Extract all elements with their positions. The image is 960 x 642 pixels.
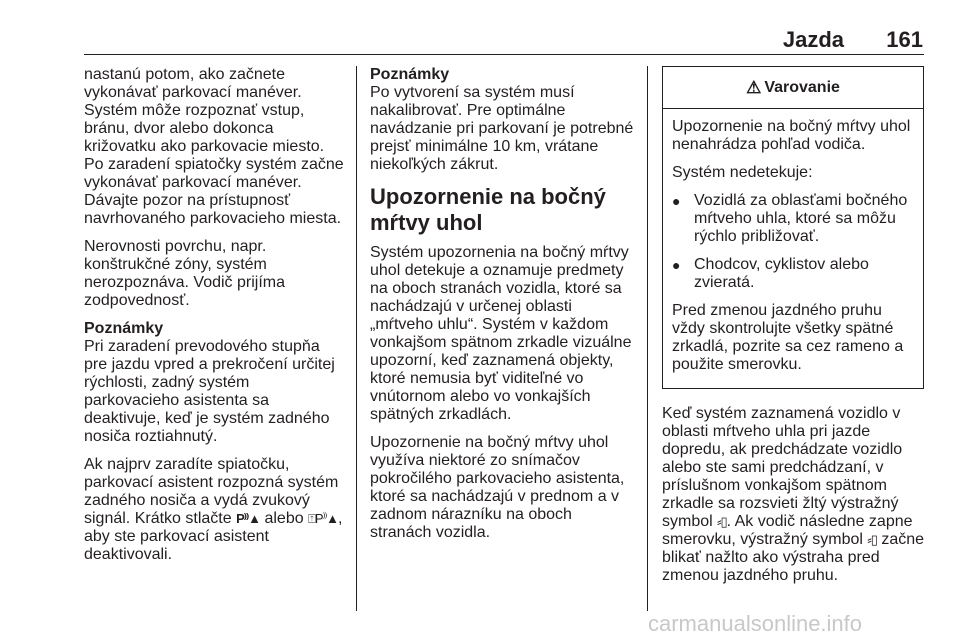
bullet-text: Vozidlá za oblasťami bočného mŕtveho uhla, ktoré sa môžu rýchlo približovať. [694, 192, 908, 245]
col3-p1-text-after: začne blikať nažlto ako výstraha pred zmenou jazdného pruhu. [662, 531, 925, 584]
column-1 [84, 66, 346, 574]
col1-paragraph-2: Nerovnosti povrchu, napr. konštrukčné zóny, systém nerozpoznáva. Vodič prijíma zodpovednosť. [84, 238, 285, 309]
col1-p3-text-before: Ak najprv zaradíte spiatočku, parkovací asistent rozpozná systém zadného nosiča a vydá zvukový signál. Krátko stlačte [84, 456, 339, 527]
warning-paragraph-2: Systém nedetekuje: [672, 164, 813, 181]
column-divider-1 [356, 66, 357, 611]
header-rule [84, 54, 924, 55]
warning-paragraph-3: Pred zmenou jazdného pruhu vždy skontrolujte všetky spätné zrkadlá, pozrite sa cez rameno a použite smerovku. [672, 302, 904, 373]
note-text: Po vytvorení sa systém musí nakalibrovať. Pre optimálne navádzanie pri parkovaní je potrebné prejsť minimálne 10 km, vrátane niekoľkých zákrut. [370, 84, 634, 173]
col3-p1-text-before: Keď systém zaznamená vozidlo v oblasti mŕtveho uhla pri jazde dopredu, ak predchádzate vozidlo alebo ste sami predchádzaní, v príslušnom vonkajšom spätnom zrkadle sa rozsvieti žltý výstražný symbol [662, 405, 903, 530]
list-item [672, 256, 914, 292]
warning-title: Varovanie [764, 78, 840, 96]
section-heading: Upozornenie na bočný mŕtvy uhol [370, 184, 606, 235]
note-text: Pri zaradení prevodového stupňa pre jazdu vpred a prekročení určitej rýchlosti, zadný systém parkovacieho asistenta sa deaktivuje, keď je systém zadného nosiča roztiahnutý. [84, 338, 335, 445]
warning-header [663, 67, 923, 109]
col2-note [370, 66, 636, 174]
bullet-icon: ● [672, 193, 681, 209]
park-assist-button-icon: P⁾⁾▲ [236, 511, 261, 526]
note-title: Poznámky [370, 66, 450, 83]
col3-p1-text-middle: . Ak vodič následne zapne smerovku, výstražný symbol [662, 513, 913, 548]
col1-note [84, 320, 346, 446]
col3-paragraph-1 [662, 405, 924, 585]
page-number: 161 [886, 27, 923, 52]
watermark: carmanualsonline.info [648, 611, 863, 636]
rear-carrier-park-assist-icon: ⍐P⁾⁾▲ [308, 511, 339, 526]
column-divider-2 [647, 66, 648, 611]
warning-body [663, 109, 923, 388]
note-title: Poznámky [84, 320, 164, 337]
col1-p3-text-after: , aby ste parkovací asistent deaktivovali. [84, 510, 343, 563]
col1-paragraph-3 [84, 456, 346, 564]
col1-p3-text-middle: alebo [260, 510, 309, 527]
col2-paragraph-1: Systém upozornenia na bočný mŕtvy uhol detekuje a oznamuje predmety na oboch stranách vozidla, ktoré sa nachádzajú v určenej oblasti „mŕtveho uhlu“. Systém v každom vonkajšom spätnom zrkadle vizuálne upozorní, keď zaznamená objekty, ktoré nemusia byť viditeľné vo vnútornom alebo vo vonkajších spätných zrkadlách. [370, 244, 632, 423]
bullet-icon: ● [672, 257, 681, 273]
page-header-title: Jazda [782, 27, 844, 52]
col1-paragraph-1: nastanú potom, ako začnete vykonávať parkovací manéver. Systém môže rozpoznať vstup, bránu, dvor alebo dokonca križovatku ako parkovacie miesto. Po zaradení spiatočky systém začne vykonávať parkovací manéver. Dávajte pozor na prístupnosť navrhovaného parkovacieho miesta. [84, 66, 344, 227]
warning-triangle-icon: ⚠ [746, 77, 762, 97]
list-item [672, 192, 914, 246]
col2-paragraph-2: Upozornenie na bočný mŕtvy uhol využíva niektoré zo snímačov pokročilého parkovacieho asistenta, ktoré sa nachádzajú v prednom a v zadnom nárazníku na oboch stranách vozidla. [370, 434, 625, 541]
blind-spot-warning-icon: ⸗▯ [717, 514, 727, 529]
bullet-text: Chodcov, cyklistov alebo zvieratá. [694, 256, 869, 291]
warning-paragraph-1: Upozornenie na bočný mŕtvy uhol nenahrádza pohľad vodiča. [672, 118, 911, 153]
warning-box [662, 66, 924, 389]
column-2 [370, 66, 636, 552]
blind-spot-warning-icon: ⸗▯ [867, 532, 877, 547]
column-3 [662, 66, 924, 595]
